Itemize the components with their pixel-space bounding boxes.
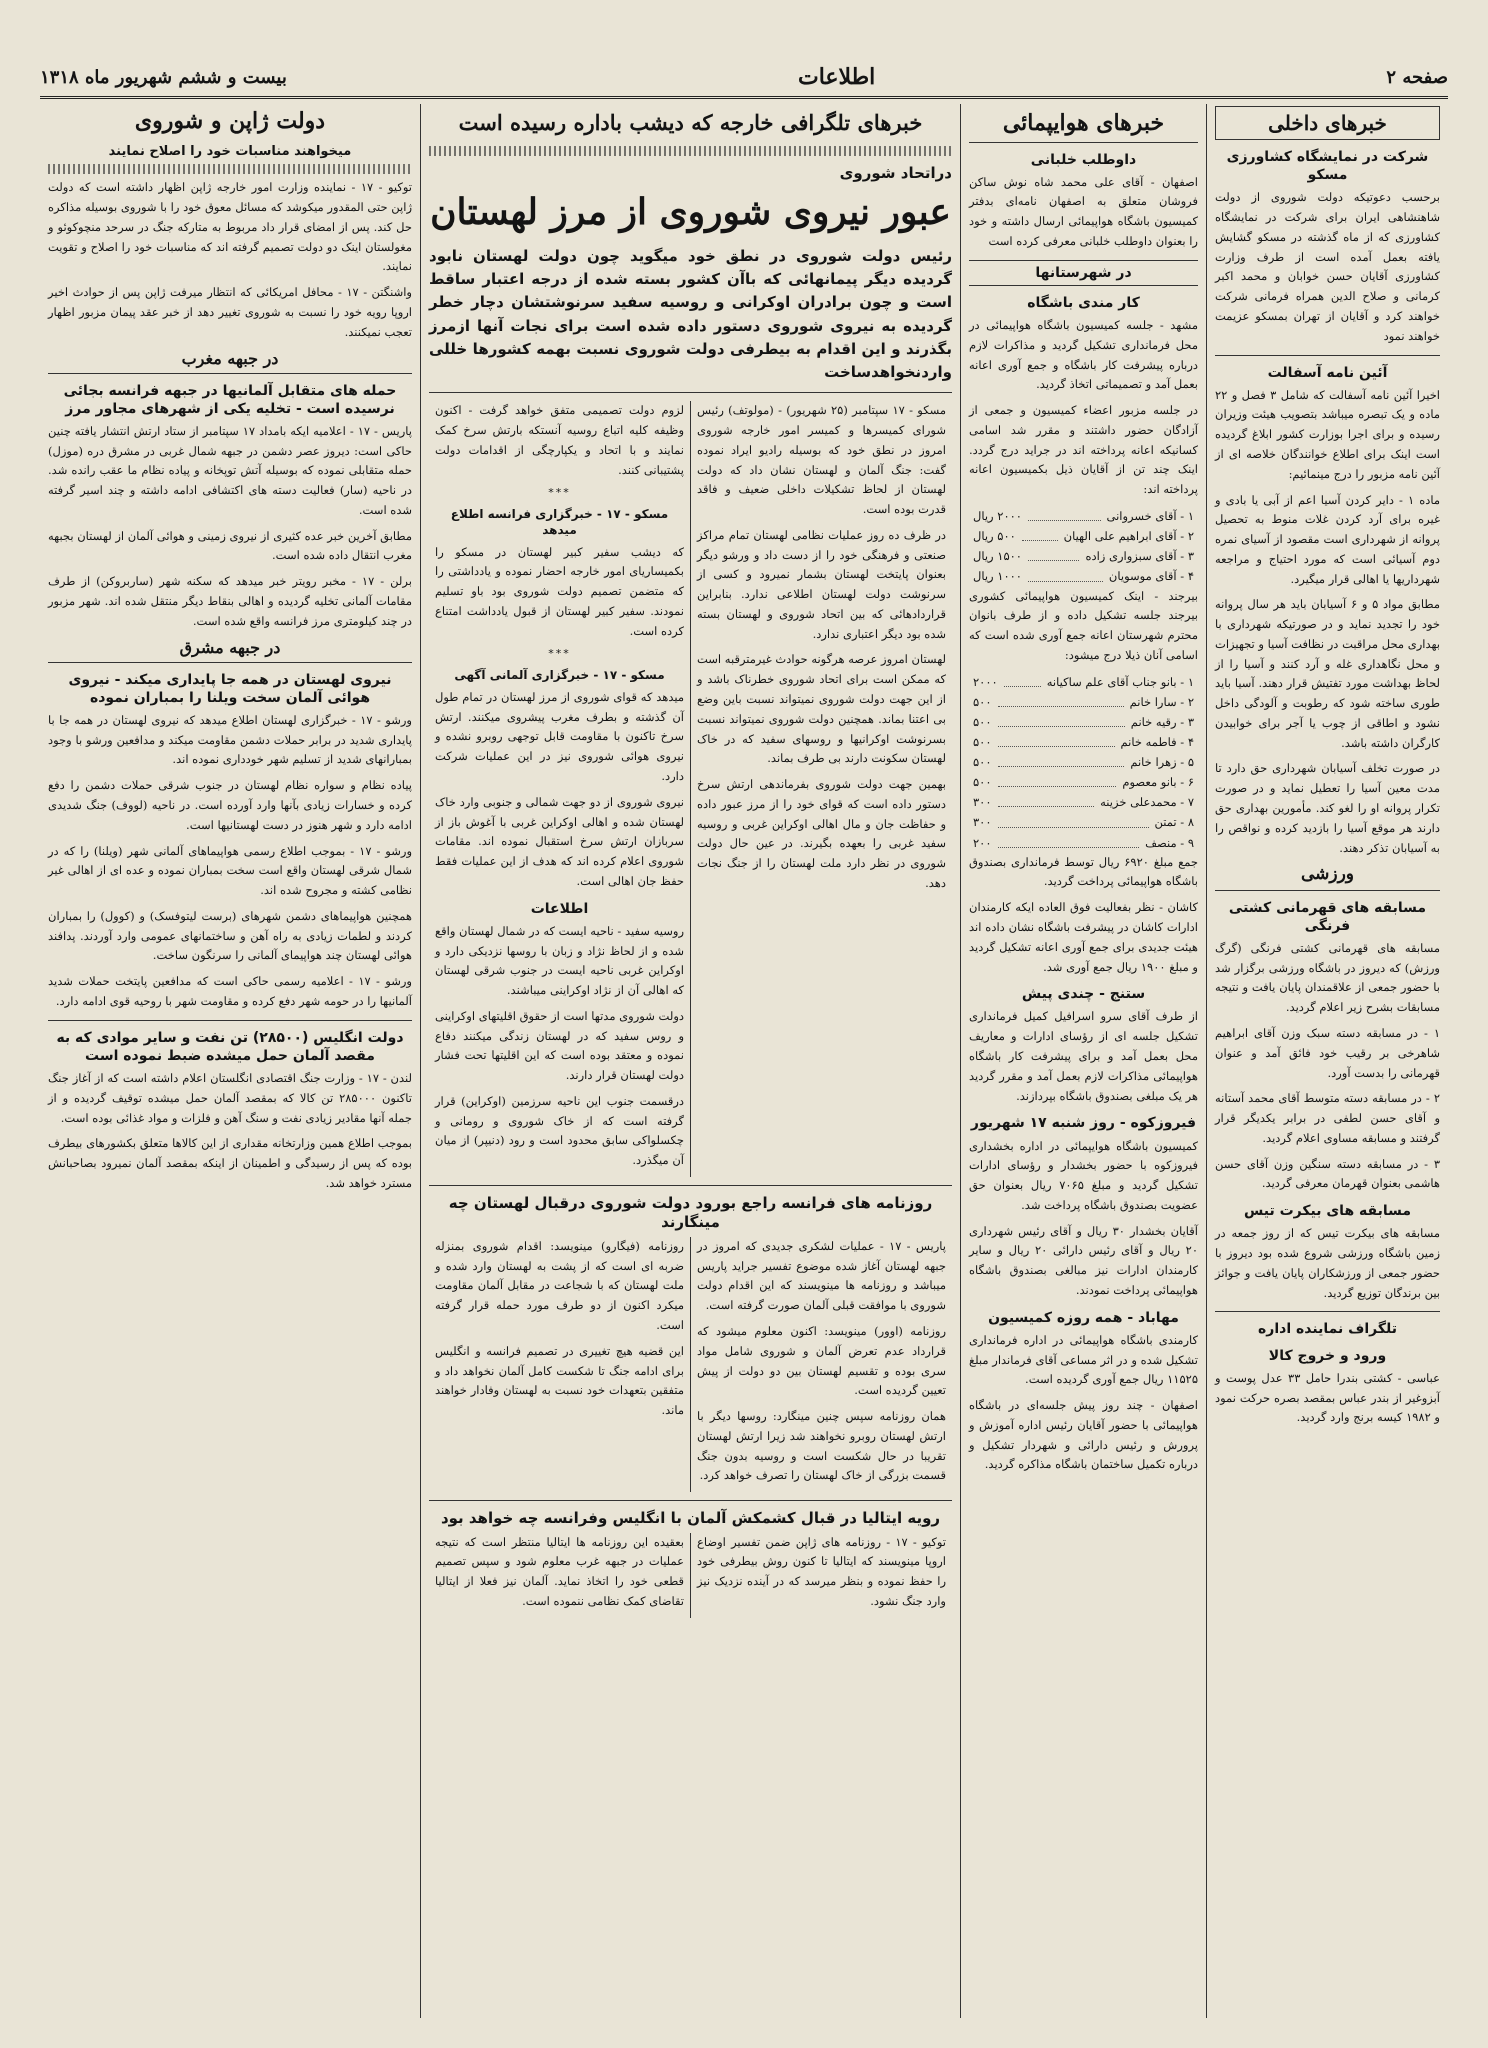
list-item: ۷ - محمدعلی خزینه ۳۰۰ [969, 792, 1198, 812]
article-paragraph: بعقیده این روزنامه ها ایتالیا منتظر است که نتیجه عملیات در جبهه غرب معلوم شود و سپس تصمیم قطعی خود را اتخاذ نماید. آلمان نیز فعلا از ایتالیا تقاضای کمک نظامی ننموده است. [435, 1534, 684, 1608]
headline-asphalt-regulation: آئین نامه آسفالت [1267, 364, 1388, 381]
headline-imports-exports: ورود و خروج کالا [1268, 1347, 1387, 1364]
subcolumn-right [691, 401, 952, 1177]
article-paragraph: مسکو - ۱۷ سپتامبر (۲۵ شهریور) - (مولوتف) رئیس شورای کمیسرها و کمیسر امور خارجه شوروی امروز در نطق خود که بوسیله رادیو ایراد نموده گفت: جنگ آلمان و لهستان نشان داد که دولت لهستان از لحاظ تشکیلات داخلی ضعیف و فاقد قدرت بوده است. [697, 403, 946, 517]
headline-club-staff: کار مندی باشگاه [1027, 294, 1140, 311]
list-item: ۴ - آقای موسویان ۱۰۰۰ ریال [969, 566, 1198, 586]
article-paragraph: اصفهان - چند روز پیش جلسه‌ای در باشگاه هواپیمائی با حضور آقایان رئیس اداره آموزش و پرورش و رئیس دارائی و شهردار تشکیل و درباره تکمیل ساختمان باشگاه مذاکره گردید. [969, 1398, 1198, 1472]
decorative-rule [48, 164, 412, 174]
article-paragraph: کاشان - نظر بفعالیت فوق العاده ایکه کارمندان ادارات کاشان در پیشرفت باشگاه نشان داده اند هیئت جدیدی برای جمع آوری اعانه تشکیل گردید و مبلغ ۱۹۰۰ ریال جمع آوری شد. [969, 900, 1198, 974]
article-paragraph: لندن - ۱۷ - وزارت جنگ اقتصادی انگلستان اعلام داشته است که از آغاز جنگ تاکنون ۲۸۵۰۰۰ تن کالا که بمقصد آلمان حمل میشده توقیف گردیده و از جمله آنها مقادیر زیادی نفت و سنگ آهن و فلزات و مواد غذائی بوده است. [48, 1071, 412, 1125]
article-paragraph: روزنامه (اوور) مینویسد: اکنون معلوم میشود که قرارداد عدم تعرض آلمان و شوروی شامل مواد سری بوده و تقسیم لهستان بین دو دولت از پیش تعیین گردیده است. [697, 1324, 946, 1398]
article-paragraph: ۱ - در مسابقه دسته سبک وزن آقای ابراهیم شاهرخی بر رقیب خود فائق آمد و عنوان قهرمانی را بدست آورد. [1215, 1025, 1440, 1080]
article-paragraph: لهستان امروز عرصه هرگونه حوادث غیرمترقبه است که ممکن است برای اتحاد شوروی خطرناک باشد و از این جهت دولت شوروی نمیتواند نسبت باین وضع بی اعتنا بماند. همچنین دولت شوروی نمیتواند نسبت بسرنوشت اوکرانیها و روسهای سفید که در خاک لهستان سکونت دارند بی طرف بماند. [697, 652, 946, 766]
article-paragraph: توکیو - ۱۷ - نماینده وزارت امور خارجه ژاپن اظهار داشته است که دولت ژاپن حتی المقدور میکوشد که مسائل معوق خود را با شوروی بوسیله مذاکره حل کند. پس از امضای قرار داد مربوط به متارکه جنگ در سرحد منچوکوئو و مغولستان اینک دو دولت تصمیم گرفته اند که مناسبات خود را اصلاح و تقویت نمایند. [48, 180, 412, 274]
main-headline: عبور نیروی شوروی از مرز لهستان [430, 190, 951, 233]
headline-firuzkuh: فیروزکوه - روز شنبه ۱۷ شهریور [970, 1115, 1197, 1132]
article-paragraph: این قضیه هیچ تغییری در تصمیم فرانسه و انگلیس برای ادامه جنگ تا شکست کامل آلمان نخواهد داد و متفقین بتعهدات خود نسبت به لهستان وفادار خواهند ماند. [435, 1343, 684, 1418]
foreign-subcolumns-italy [429, 1533, 952, 1618]
dateline-heading: مسکو - ۱۷ - خبرگزاری فرانسه اطلاع میدهد [450, 507, 669, 537]
article-paragraph: ۲ - در مسابقه دسته متوسط آقای محمد آستانه و آقای حسن لطفی در برابر یکدیگر قرار گرفتند و مسابقه مساوی اعلام گردید. [1215, 1091, 1440, 1145]
dateline-heading: مسکو - ۱۷ - خبرگزاری آلمانی آگهی [454, 668, 665, 683]
article-paragraph: مسابقه های بیکرت تیس که از روز جمعه در زمین باشگاه ورزشی شروع شده بود دیروز با حضور جمعی از ورزشکاران پایان یافت و جوائز بین برندگان توزیع گردید. [1215, 1226, 1440, 1300]
article-paragraph: میدهد که قوای شوروی از مرز لهستان در تمام طول آن گذشته و بطرف مغرب پیشروی میکنند. ارتش سرخ تاکنون با مقاومت قابل توجهی روبرو نشده و نیروی هوائی شوروی نیز در این عملیات شرکت دارد. [435, 689, 684, 783]
article-paragraph: بیرجند - اینک کمیسیون هواپیمائی کشوری بیرجند جلسه تشکیل داده و از طرف بانوان محترم شهرستان اعانه جمع آوری شده است که اسامی آنان ذیلا درج میشود: [969, 588, 1198, 662]
article-paragraph: بهمین جهت دولت شوروی بفرماندهی ارتش سرخ دستور داده است که قوای خود را از مرز عبور داده و حفاظت جان و مال اهالی اوکراین غربی و روسیه سفید غربی را بعهده بگیرند. در عین حال دولت شوروی در نظر دارد ملت لهستان را از جنگ نجات دهد. [697, 777, 946, 890]
list-item: ۵ - زهرا خانم ۵۰۰ [969, 752, 1198, 772]
headline-mahabad: مهاباد - همه روزه کمیسیون [988, 1309, 1179, 1326]
subheadline-japan-soviet: میخواهند مناسبات خود را اصلاح نمایند [108, 143, 352, 159]
article-paragraph: روسیه سفید - ناحیه ایست که در شمال لهستان واقع شده و از لحاظ نژاد و زبان با روسها نزدیکی دارد و اوکراین غربی ناحیه ایست در جنوب شرقی لهستان که اهالی آن از نژاد اوکراینی میباشند. [435, 923, 684, 998]
separator-stars: *** [548, 647, 571, 661]
subcolumn-right [691, 1533, 952, 1618]
article-paragraph: کارمندی باشگاه هواپیمائی در اداره فرمانداری تشکیل شده و در اثر مساعی آقای فرماندار مبلغ ۱۱۵۲۵ ریال جمع آوری گردیده است. [969, 1332, 1198, 1387]
section-title-western-front: در جبهه مغرب [48, 349, 412, 374]
subcolumn-left [429, 1237, 691, 1492]
headline-pilot-volunteer: داوطلب خلبانی [1030, 151, 1137, 168]
page-header [40, 58, 1448, 99]
list-item: ۱ - بانو جناب آقای علم ساکیانه ۲۰۰۰ [969, 672, 1198, 692]
article-paragraph: دولت شوروی مدتها است از حقوق اقلیتهای اوکراینی و روس سفید که در لهستان زندگی میکنند دفاع نموده و معتقد بوده است که این اقلیتها تحت فشار دولت لهستان قرار دارند. [435, 1008, 684, 1083]
headline-telegraph: تلگراف نماینده اداره [1258, 1321, 1397, 1338]
divider [48, 1020, 412, 1021]
article-paragraph: در جلسه مزبور اعضاء کمیسیون و جمعی از آزادگان حضور داشتند و مقرر شد اسامی کسانیکه اعانه پرداخته اند در جراید درج گردد. اینک چند تن از آقایان ذیل بکمیسیون اعانه پرداخته اند: [969, 403, 1198, 497]
list-item: ۲ - آقای ابراهیم علی الهیان ۵۰۰ ریال [969, 526, 1198, 546]
article-paragraph: واشنگتن - ۱۷ - محافل امریکائی که انتظار میرفت ژاپن پس از حوادث اخیر اروپا رویه خود را نسبت به شوروی تغییر دهد از خبر عقد پیمان مزبور اظهار تعجب نمیکنند. [48, 285, 412, 339]
headline-tennis: مسابقه های بیکرت تیس [1243, 1203, 1412, 1220]
article-paragraph: که دیشب سفیر کبیر لهستان در مسکو را بکمیساریای امور خارجه احضار نموده و یادداشتی را که متضمن تصمیم دولت شوروی بود باو تسلیم نمودند. سفیر کبیر لهستان از قبول یادداشت امتناع کرده است. [435, 544, 684, 638]
article-paragraph: همچنین هواپیماهای دشمن شهرهای (برست لیتوفسک) و (کوول) را بمباران کردند و لطمات زیادی به راه آهن و ساختمانهای عمومی وارد آوردند. پدافند هوائی لهستان چند هواپیمای آلمانی را سرنگون ساخت. [48, 908, 412, 963]
divider [429, 1500, 952, 1501]
article-paragraph: از طرف آقای سرو اسرافیل کمیل فرمانداری تشکیل جلسه ای از رؤسای ادارات و معاریف محل بعمل آمد و برای پیشرفت کار باشگاه هواپیمائی مذاکرات لازم بعمل آمد و مقرر گردید هر یک مبلغی بصندوق باشگاه بپردازند. [969, 1009, 1198, 1103]
article-paragraph: درقسمت جنوب این ناحیه سرزمین (اوکراین) قرار گرفته است که از خاک شوروی و رومانی و چکسلواکی سابق محدود است و رود (دنیپر) از میان آن میگذرد. [435, 1093, 684, 1168]
article-paragraph: اصفهان - آقای علی محمد شاه نوش ساکن فروشان متعلق به اصفهان نامه‌ای بدفتر کمیسیون باشگاه هواپیمائی ارسال داشته و خود را بعنوان داوطلب خلبانی معرفی کرده است [969, 174, 1198, 248]
page-number: صفحه ۲ [1386, 66, 1448, 88]
lead-paragraph: رئیس دولت شوروی در نطق خود میگوید چون دولت لهستان نابود گردیده دیگر پیمانهائی که باآن کشور بسته شده از درجه اعتبار ساقط است و چون برادران اوکرانی و روسیه سفید سرنوشتشان دچار خطر گردیده به نیروی شوروی دستور داده شده است برای نجات آنها ازمرز بگذرند و این اقدام به بیطرفی دولت شوروی نسبت بهمه کشورها خللی واردنخواهدساخت [429, 246, 952, 381]
headline-polish-resistance: نیروی لهستان در همه جا پایداری میکند - نیروی هوائی آلمان سخت ویلنا را بمباران نموده [68, 671, 392, 706]
article-paragraph: ورشو - ۱۷ - بموجب اطلاع رسمی هواپیماهای آلمانی شهر (ویلنا) را که در شمال شرقی لهستان واقع است سخت بمباران نموده و عده ای از اهالی غیر نظامی کشته و مجروح شده اند. [48, 843, 412, 898]
issue-date: بیست و ششم شهریور ماه ۱۳۱۸ [40, 66, 287, 88]
headline-japan-soviet: دولت ژاپن و شوروی [134, 108, 326, 134]
article-paragraph: مشهد - جلسه کمیسیون باشگاه هواپیمائی در محل فرمانداری تشکیل گردید و مذاکرات لازم درباره پیشرفت کار باشگاه و جمع آوری اعانه بعمل آمد و تصمیماتی اتخاذ گردید. [969, 318, 1198, 392]
headline-german-counterattacks: حمله های متقابل آلمانیها در جبهه فرانسه بجائی نرسیده است - تخلیه یکی از شهرهای مجاور مرز [63, 382, 397, 417]
divider [429, 392, 952, 393]
article-paragraph: برحسب دعوتیکه دولت شوروی از دولت شاهنشاهی ایران برای شرکت در نمایشگاه کشاورزی که از ماه گذشته در مسکو گشایش یافته بعمل آمده است از طرف وزارت کشاورزی آقایان حسن خوابان و محمد اکبر کرمانی و صلاح الدین همراه فرمانی شرکت خواهند کرد و آقایان از تهران بمسکو عزیمت خواهند نمود [1215, 190, 1440, 343]
list-item: ۹ - منصف ۲۰۰ [969, 833, 1198, 853]
list-item: ۲ - سارا خانم ۵۰۰ [969, 692, 1198, 712]
headline-wrestling: مسابقه های قهرمانی کشتی فرنگی [1228, 899, 1427, 934]
article-paragraph: پاریس - ۱۷ - عملیات لشکری جدیدی که امروز در جبهه لهستان آغاز شده موضوع تفسیر جراید پاریس میباشد و روزنامه ها مینویسند که این اقدام دولت شوروی با موافقت قبلی آلمان صورت گرفته است. [697, 1238, 946, 1313]
divider [1215, 355, 1440, 356]
article-paragraph: کمیسیون باشگاه هوایپمائی در اداره بخشداری فیروزکوه با حضور بخشدار و رؤسای ادارات تشکیل گردید و مبلغ ۷۰۶۵ ریال بعنوان حق عضویت بصندوق باشگاه پرداخت شد. [969, 1138, 1198, 1212]
subcolumn-right [691, 1237, 952, 1492]
article-paragraph: مسابقه های قهرمانی کشتی فرنگی (گرگ ورزش) که دیروز در باشگاه ورزشی برگزار شد با حضور جمعی از علاقمندان پایان یافت و نتیجه مسابقات بشرح زیر اعلام گردید. [1215, 940, 1440, 1015]
list-item: ۱ - آقای خسروانی ۲۰۰۰ ریال [969, 506, 1198, 526]
article-paragraph: همان روزنامه سپس چنین مینگارد: روسها دیگر با ارتش لهستان روبرو نخواهند شد زیرا ارتش لهستان تقریبا در حال شکست است و روسیه بدون جنگ قسمت بزرگی از خاک لهستان را تصرف خواهد کرد. [697, 1409, 946, 1483]
headline-moscow-exhibition: شرکت در نمایشگاه کشاورزی مسکو [1226, 149, 1429, 184]
article-paragraph: مطابق آخرین خبر عده کثیری از نیروی زمینی و هوائی آلمان از لهستان بجبهه مغرب انتقال داده شده است. [48, 528, 412, 563]
list-item: ۴ - فاطمه خانم ۵۰۰ [969, 732, 1198, 752]
subsection-soviet-union: دراتحاد شوروی [839, 164, 952, 183]
article-paragraph: جمع مبلغ ۶۹۲۰ ریال توسط فرمانداری بصندوق باشگاه هواپیمائی پرداخت گردید. [969, 854, 1199, 889]
list-item: ۸ - تمتن ۳۰۰ [969, 812, 1198, 832]
list-item: ۳ - آقای سبزواری زاده ۱۵۰۰ ریال [969, 546, 1198, 566]
column-war-fronts [40, 104, 420, 2018]
foreign-subcolumns-bottom [429, 1237, 952, 1492]
headline-italy-stance: رویه ایتالیا در قبال کشمکش آلمان با انگلیس وفرانسه چه خواهد بود [440, 1509, 941, 1528]
headline-provinces: در شهرستانها [969, 260, 1198, 286]
column-aviation-news [960, 104, 1206, 2018]
ettelaat-note-heading: اطلاعات [530, 900, 589, 917]
headline-british-seizure: دولت انگلیس (۲۸۵۰۰) تن نفت و سایر موادی که به مقصد آلمان حمل میشده ضبط نموده است [56, 1029, 404, 1064]
article-paragraph: آقایان بخشدار ۳۰ ریال و آقای رئیس شهرداری ۲۰ ریال و آقای رئیس دارائی ۲۰ ریال و سایر کارمندان ادارات نیز مبالغی بصندوق باشگاه هواپیمائی پرداخت نمودند. [969, 1223, 1198, 1297]
article-paragraph: در ظرف ده روز عملیات نظامی لهستان تمام مراکز صنعتی و فرهنگی خود را از دست داد و ورشو دیگر بعنوان پایتخت لهستان بشمار نمیرود و کسی از سرنوشت دولت لهستان اطلاعی ندارد. بنابراین قراردادهائی که بین اتحاد شوروی و لهستان بسته شده بود دیگر اعتباری ندارد. [697, 527, 946, 641]
article-paragraph: پیاده نظام و سواره نظام لهستان در جنوب شرقی حملات دشمن را دفع کرده و خسارات زیادی بآنها وارد آورده است. در ناحیه (لووف) جنگ شدیدی ادامه دارد و شهر هنوز در دست لهستانیها است. [48, 778, 412, 832]
section-title-sports: ورزشی [1215, 864, 1440, 890]
article-paragraph: مطابق مواد ۵ و ۶ آسیابان باید هر سال پروانه خود را تجدید نماید و در صورتیکه شهرداری با بهداری محل مراقبت در نظافت آسیا و تجهیزات و محل نگاهداری غله و آرد کنند و آسیا را از لحاظ بهداشت مورد تفتیش قرار دهند. آسیا باید طوری ساخته شود که رطوبت و آلودگی داخل نشود و اطاقی از چوب یا آجر برای خوابیدن کارگران داشته باشد. [1215, 597, 1440, 750]
subcolumn-left [429, 401, 691, 1177]
section-title-eastern-front: در جبهه مشرق [48, 638, 412, 663]
article-paragraph: ورشو - ۱۷ - خبرگزاری لهستان اطلاع میدهد که نیروی لهستان در همه جا با پایداری شدید در برابر حملات دشمن مقاومت میکند و مدافعین ورشو با وجود بمبارانهای شدید از تسلیم شهر خودداری نموده اند. [48, 712, 412, 767]
article-paragraph: ورشو - ۱۷ - اعلامیه رسمی حاکی است که مدافعین پایتخت حملات شدید آلمانیها را در حومه شهر دفع کرده و مقاومت شهر با روحیه قوی ادامه دارد. [48, 974, 412, 1008]
subcolumn-left [429, 1533, 691, 1618]
article-paragraph: توکیو - ۱۷ - روزنامه های ژاپن ضمن تفسیر اوضاع اروپا مینویسند که ایتالیا تا کنون روش بیطرفی خود را حفظ نموده و بنظر میرسد که در آینده نزدیک نیز وارد جنگ نشود. [697, 1534, 947, 1608]
divider [1215, 1311, 1440, 1312]
section-title-foreign-telegraph: خبرهای تلگرافی خارجه که دیشب باداره رسیده است [458, 110, 923, 135]
divider [429, 1185, 952, 1186]
article-paragraph: اخیرا آئین نامه آسفالت که شامل ۳ فصل و ۲۲ ماده و یک تبصره میباشد بتصویب هیئت وزیران رسیده و برای اجرا بوزارت کشور ابلاغ گردیده است اینک برای اطلاع خوانندگان خلاصه ای از آئین نامه مزبور را درج مینمائیم: [1215, 387, 1441, 481]
article-paragraph: عباسی - کشتی بندرا حامل ۳۳ عدل پوست و آبزوغیر از بندر عباس بمقصد بصره حرکت نمود و ۱۹۸۲ کیسه برنج وارد گردید. [1215, 1370, 1441, 1425]
foreign-subcolumns-top [429, 401, 952, 1177]
column-foreign-news [420, 104, 960, 2018]
section-title-domestic: خبرهای داخلی [1215, 106, 1440, 140]
article-paragraph: پاریس - ۱۷ - اعلامیه ایکه بامداد ۱۷ سپتامبر از ستاد ارتش انتشار یافته چنین حاکی است: دیروز عصر دشمن در جبهه شمال غربی در مشرق دره (موزل) حمله متقابلی نموده که بوسیله آتش توپخانه و پیاده نظام ما عقب رانده شد. در ناحیه (سار) فعالیت دسته های اکتشافی ادامه داشته و چند اسیر گرفته شده است. [48, 423, 412, 517]
article-paragraph: بموجب اطلاع همین وزارتخانه مقداری از این کالاها متعلق بکشورهای بیطرف بوده که پس از رسیدگی و اطمینان از اینکه بمقصد آلمان نمیرود بصاحبانش مسترد خواهد شد. [48, 1136, 412, 1190]
headline-french-press: روزنامه های فرانسه راجع بورود دولت شوروی درقبال لهستان چه مینگارند [448, 1193, 933, 1232]
donor-list-birjand [969, 672, 1198, 853]
article-paragraph: روزنامه (فیگارو) مینویسد: اقدام شوروی بمنزله ضربه ای است که از پشت به لهستان وارد شده و ملت لهستان که با شجاعت در مقابل آلمان مقاومت میکرد اکنون از دو طرف مورد حمله قرار گرفته است. [435, 1238, 684, 1333]
decorative-rule [429, 146, 952, 156]
column-domestic-news [1206, 104, 1448, 2018]
article-paragraph: برلن - ۱۷ - مخبر رویتر خبر میدهد که سکنه شهر (ساربروکن) از طرف مقامات آلمانی تخلیه گردیده و اهالی بنقاط دیگر منتقل شده اند. شهر مزبور در چند کیلومتری مرز فرانسه واقع شده است. [48, 574, 412, 628]
list-item: ۶ - بانو معصوم ۵۰۰ [969, 772, 1198, 792]
article-paragraph: در صورت تخلف آسیابان شهرداری حق دارد تا مدت معین آسیا را تعطیل نماید و در صورت تکرار پروانه او را لغو کند. مأمورین بهداری حق دارند هر موقع آسیا را بازدید کرده و نواقص را به آسیابان تذکر دهند. [1215, 761, 1440, 855]
article-paragraph: لزوم دولت تصمیمی متفق خواهد گرفت - اکنون وظیفه کلیه اتباع روسیه آنستکه بارتش سرخ کمک نمایند و با اتحاد و یکپارچگی از اقدامات دولت پشتیبانی کنند. [435, 403, 684, 477]
list-item: ۳ - رقیه خانم ۵۰۰ [969, 712, 1198, 732]
headline-sanandaj: ستنج - چندی پیش [1021, 986, 1146, 1003]
section-title-aviation: خبرهای هوایپمائی [969, 110, 1198, 143]
masthead-name: اطلاعات [797, 64, 876, 90]
article-paragraph: ماده ۱ - دایر کردن آسیا اعم از آبی یا بادی و غیره برای آرد کردن غلات منوط به تحصیل پروانه از شهرداری است مقصود از آسیای نمره دوم آسیائی است که مورد احتیاج و مراجعه شهرداریها یا اهالی قرار میگیرد. [1215, 492, 1440, 586]
donor-list-mashhad [969, 506, 1198, 587]
article-paragraph: ۳ - در مسابقه دسته سنگین وزن آقای حسن هاشمی بعنوان قهرمان معرفی گردید. [1215, 1156, 1440, 1191]
article-paragraph: نیروی شوروی از دو جهت شمالی و جنوبی وارد خاک لهستان شده و اهالی اوکراین غربی با آغوش باز از سربازان ارتش سرخ استقبال نموده اند. مقامات شوروی اعلام کرده اند که هدف از این عملیات فقط حفظ جان اهالی است. [435, 794, 684, 888]
separator-stars: *** [548, 486, 571, 500]
